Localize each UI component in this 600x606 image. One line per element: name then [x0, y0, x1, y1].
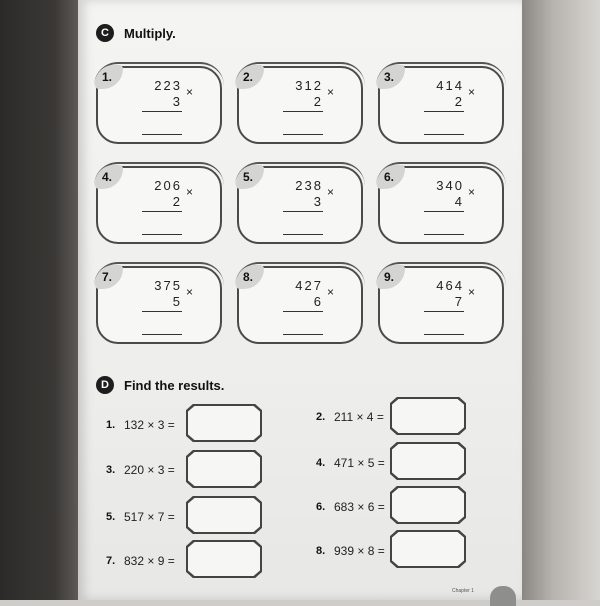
multiply-sign: ×: [327, 185, 335, 199]
answer-box-7[interactable]: [186, 540, 262, 578]
answer-line-top: [283, 111, 323, 112]
equation-4: [316, 456, 385, 470]
answer-box-5[interactable]: [186, 496, 262, 534]
problem-card-2: [237, 66, 363, 144]
equation-8: [316, 544, 385, 558]
problem-number: 1.: [95, 65, 123, 89]
answer-line-top: [142, 111, 182, 112]
answer-line-bottom: [424, 334, 464, 335]
multiply-sign: ×: [186, 185, 194, 199]
equation-2: [316, 410, 384, 424]
answer-line-bottom: [142, 134, 182, 135]
section-c-header: [96, 24, 176, 42]
multiply-sign: ×: [468, 285, 476, 299]
background-left: [0, 0, 78, 600]
equation-1: [106, 418, 175, 432]
answer-box-4[interactable]: [390, 442, 466, 480]
problem-number: 9.: [377, 265, 405, 289]
equation-number: 3.: [106, 464, 116, 476]
problem-card-3: [378, 66, 504, 144]
equation-expression: 471 × 5 =: [334, 456, 385, 470]
multiplier: 4: [454, 194, 462, 209]
problem-card-9: [378, 266, 504, 344]
section-c-title: Multiply.: [124, 25, 176, 41]
multiply-sign: ×: [468, 85, 476, 99]
equation-expression: 517 × 7 =: [124, 510, 175, 524]
worksheet-page: [78, 0, 522, 600]
background-right: [522, 0, 600, 600]
problem-card-7: [96, 266, 222, 344]
multiply-sign: ×: [186, 285, 194, 299]
answer-box-2[interactable]: [390, 397, 466, 435]
equation-number: 1.: [106, 419, 116, 431]
multiplier: 7: [454, 294, 462, 309]
answer-line-bottom: [283, 134, 323, 135]
problem-card-5: [237, 166, 363, 244]
multiply-sign: ×: [468, 185, 476, 199]
problem-number: 2.: [236, 65, 264, 89]
problem-number: 5.: [236, 165, 264, 189]
section-c-letter: C: [96, 24, 114, 42]
answer-box-1[interactable]: [186, 404, 262, 442]
multiplicand: 223: [154, 78, 182, 93]
multiplicand: 206: [154, 178, 182, 193]
equation-expression: 939 × 8 =: [334, 544, 385, 558]
equation-5: [106, 510, 175, 524]
equation-3: [106, 463, 175, 477]
multiplier: 6: [313, 294, 321, 309]
section-d-title: Find the results.: [124, 377, 225, 393]
page-tab: [490, 586, 516, 606]
answer-line-bottom: [283, 234, 323, 235]
equation-number: 2.: [316, 411, 326, 423]
answer-line-top: [283, 211, 323, 212]
multiplicand: 414: [436, 78, 464, 93]
equation-number: 4.: [316, 457, 326, 469]
answer-line-top: [283, 311, 323, 312]
answer-box-8[interactable]: [390, 530, 466, 568]
multiplier: 3: [313, 194, 321, 209]
answer-line-top: [142, 311, 182, 312]
multiplicand: 238: [295, 178, 323, 193]
multiplier: 5: [172, 294, 180, 309]
answer-box-6[interactable]: [390, 486, 466, 524]
answer-line-bottom: [424, 134, 464, 135]
multiplier: 2: [172, 194, 180, 209]
answer-line-bottom: [424, 234, 464, 235]
equation-number: 5.: [106, 511, 116, 523]
equation-number: 6.: [316, 501, 326, 513]
multiplicand: 375: [154, 278, 182, 293]
multiplier: 2: [454, 94, 462, 109]
multiplicand: 312: [295, 78, 323, 93]
equation-7: [106, 554, 175, 568]
section-d-header: [96, 376, 224, 394]
answer-line-top: [424, 111, 464, 112]
problem-card-1: [96, 66, 222, 144]
multiplier: 3: [172, 94, 180, 109]
problem-number: 6.: [377, 165, 405, 189]
equation-number: 7.: [106, 555, 116, 567]
multiplicand: 464: [436, 278, 464, 293]
answer-line-top: [424, 311, 464, 312]
problem-card-4: [96, 166, 222, 244]
problem-number: 7.: [95, 265, 123, 289]
multiply-sign: ×: [186, 85, 194, 99]
section-d-letter: D: [96, 376, 114, 394]
multiplier: 2: [313, 94, 321, 109]
problem-number: 4.: [95, 165, 123, 189]
equation-expression: 132 × 3 =: [124, 418, 175, 432]
equation-expression: 211 × 4 =: [334, 410, 384, 424]
answer-line-bottom: [142, 234, 182, 235]
footer-chapter-label: Chapter 1: [452, 588, 474, 594]
equation-expression: 683 × 6 =: [334, 500, 385, 514]
answer-line-bottom: [142, 334, 182, 335]
multiplicand: 427: [295, 278, 323, 293]
answer-box-3[interactable]: [186, 450, 262, 488]
equation-number: 8.: [316, 545, 326, 557]
problem-number: 8.: [236, 265, 264, 289]
answer-line-top: [142, 211, 182, 212]
equation-expression: 220 × 3 =: [124, 463, 175, 477]
answer-line-top: [424, 211, 464, 212]
multiply-sign: ×: [327, 85, 335, 99]
problem-card-6: [378, 166, 504, 244]
problem-card-8: [237, 266, 363, 344]
multiplicand: 340: [436, 178, 464, 193]
answer-line-bottom: [283, 334, 323, 335]
problem-number: 3.: [377, 65, 405, 89]
equation-expression: 832 × 9 =: [124, 554, 175, 568]
multiply-sign: ×: [327, 285, 335, 299]
equation-6: [316, 500, 385, 514]
